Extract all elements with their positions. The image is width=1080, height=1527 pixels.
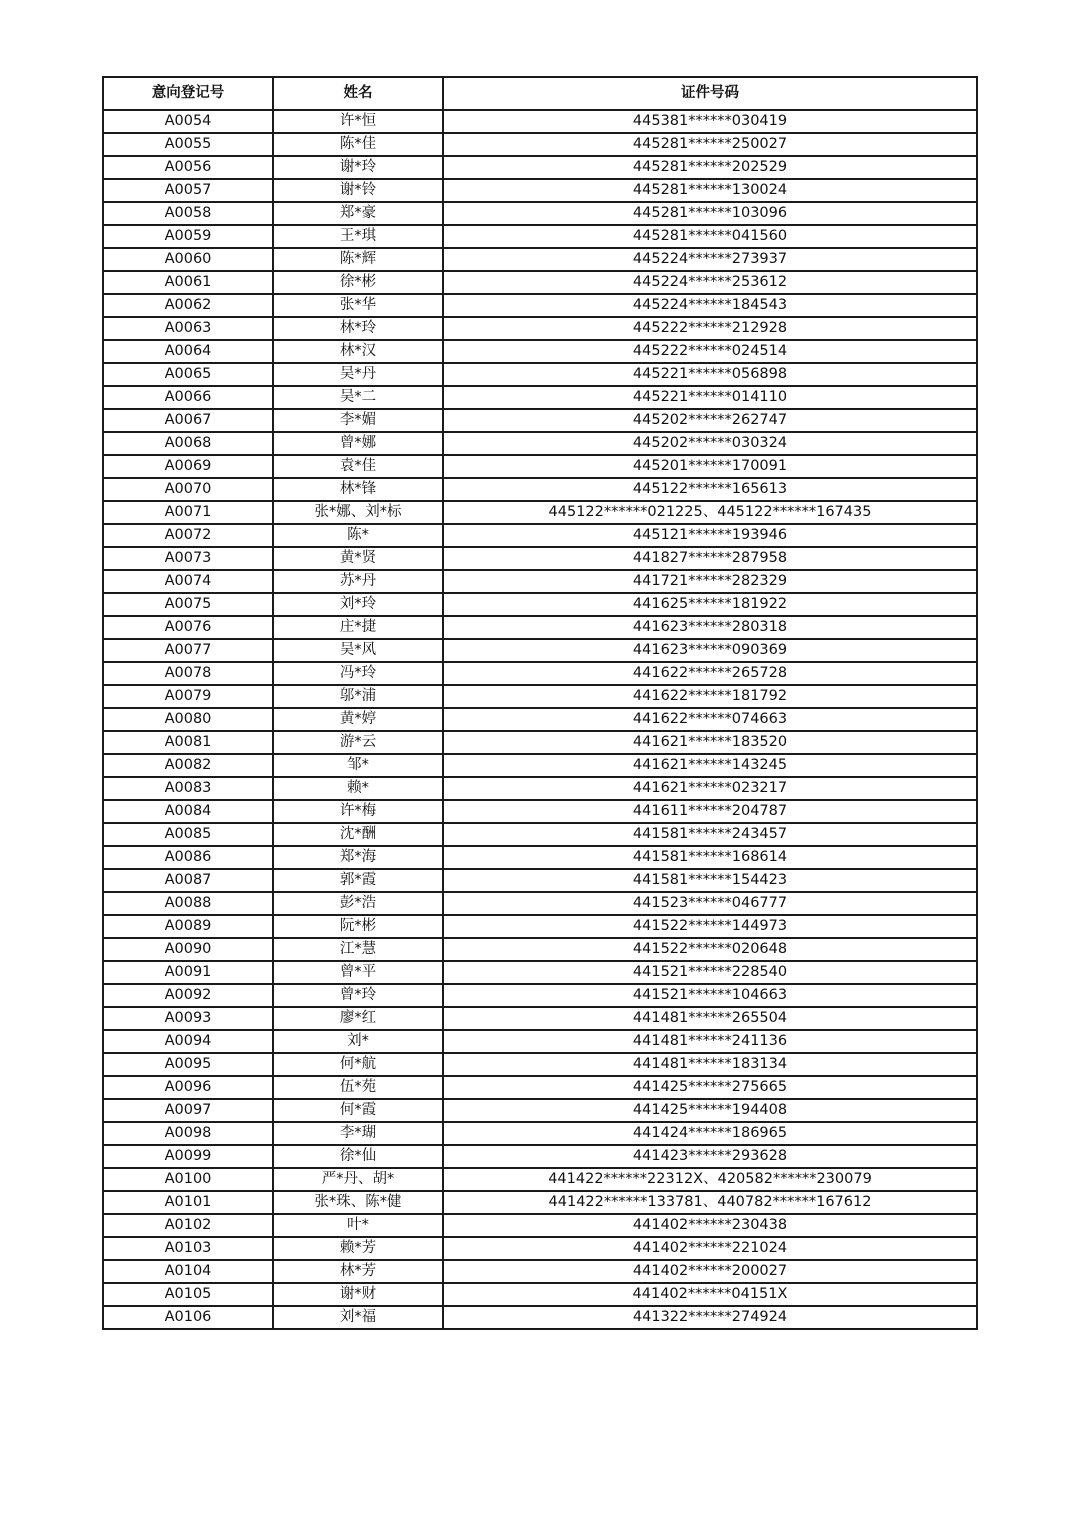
registration-no-cell: A0082 bbox=[103, 754, 273, 777]
registration-no-cell: A0096 bbox=[103, 1076, 273, 1099]
table-row bbox=[103, 1099, 977, 1122]
table-row bbox=[103, 455, 977, 478]
registration-no-cell: A0083 bbox=[103, 777, 273, 800]
registration-no-cell: A0069 bbox=[103, 455, 273, 478]
table-row bbox=[103, 294, 977, 317]
table-row bbox=[103, 432, 977, 455]
id-number-cell: 441581******243457 bbox=[443, 823, 977, 846]
name-cell: 游*云 bbox=[273, 731, 443, 754]
id-number-cell: 441621******143245 bbox=[443, 754, 977, 777]
name-cell: 曾*娜 bbox=[273, 432, 443, 455]
table-row bbox=[103, 708, 977, 731]
registration-no-cell: A0064 bbox=[103, 340, 273, 363]
id-number-cell: 445201******170091 bbox=[443, 455, 977, 478]
table-row bbox=[103, 547, 977, 570]
registration-no-cell: A0066 bbox=[103, 386, 273, 409]
table-row bbox=[103, 616, 977, 639]
name-cell: 陈*佳 bbox=[273, 133, 443, 156]
id-number-cell: 441721******282329 bbox=[443, 570, 977, 593]
id-number-cell: 441621******023217 bbox=[443, 777, 977, 800]
table-row bbox=[103, 731, 977, 754]
registration-no-cell: A0074 bbox=[103, 570, 273, 593]
name-cell: 谢*财 bbox=[273, 1283, 443, 1306]
name-cell: 袁*佳 bbox=[273, 455, 443, 478]
table-row bbox=[103, 593, 977, 616]
name-cell: 曾*平 bbox=[273, 961, 443, 984]
table-row bbox=[103, 271, 977, 294]
name-cell: 沈*酬 bbox=[273, 823, 443, 846]
registration-no-cell: A0056 bbox=[103, 156, 273, 179]
id-number-cell: 441402******221024 bbox=[443, 1237, 977, 1260]
registration-no-cell: A0104 bbox=[103, 1260, 273, 1283]
name-cell: 张*华 bbox=[273, 294, 443, 317]
name-cell: 叶* bbox=[273, 1214, 443, 1237]
table-row bbox=[103, 248, 977, 271]
registration-table bbox=[102, 76, 978, 1330]
table-row bbox=[103, 777, 977, 800]
name-cell: 曾*玲 bbox=[273, 984, 443, 1007]
registration-no-cell: A0093 bbox=[103, 1007, 273, 1030]
name-cell: 严*丹、胡* bbox=[273, 1168, 443, 1191]
table-row bbox=[103, 1283, 977, 1306]
registration-no-cell: A0079 bbox=[103, 685, 273, 708]
table-row bbox=[103, 685, 977, 708]
registration-no-cell: A0061 bbox=[103, 271, 273, 294]
table-header-row bbox=[103, 77, 977, 110]
registration-no-cell: A0070 bbox=[103, 478, 273, 501]
name-cell: 郑*海 bbox=[273, 846, 443, 869]
table-row bbox=[103, 1122, 977, 1145]
table-body bbox=[103, 110, 977, 1329]
id-number-cell: 441422******133781、440782******167612 bbox=[443, 1191, 977, 1214]
table-row bbox=[103, 386, 977, 409]
registration-no-cell: A0078 bbox=[103, 662, 273, 685]
name-cell: 彭*浩 bbox=[273, 892, 443, 915]
table-row bbox=[103, 524, 977, 547]
id-number-cell: 441581******154423 bbox=[443, 869, 977, 892]
name-cell: 徐*彬 bbox=[273, 271, 443, 294]
registration-no-cell: A0090 bbox=[103, 938, 273, 961]
name-cell: 黄*婷 bbox=[273, 708, 443, 731]
id-number-cell: 441622******181792 bbox=[443, 685, 977, 708]
table-row bbox=[103, 1007, 977, 1030]
table-row bbox=[103, 1214, 977, 1237]
id-number-cell: 445221******056898 bbox=[443, 363, 977, 386]
id-number-cell: 441623******090369 bbox=[443, 639, 977, 662]
table-row bbox=[103, 501, 977, 524]
table-row bbox=[103, 915, 977, 938]
name-cell: 刘*福 bbox=[273, 1306, 443, 1329]
id-number-cell: 445221******014110 bbox=[443, 386, 977, 409]
table-row bbox=[103, 133, 977, 156]
table-row bbox=[103, 754, 977, 777]
registration-no-cell: A0085 bbox=[103, 823, 273, 846]
id-number-cell: 441481******265504 bbox=[443, 1007, 977, 1030]
name-cell: 黄*贤 bbox=[273, 547, 443, 570]
id-number-cell: 445281******041560 bbox=[443, 225, 977, 248]
id-number-cell: 445121******193946 bbox=[443, 524, 977, 547]
id-number-cell: 445222******212928 bbox=[443, 317, 977, 340]
registration-no-cell: A0081 bbox=[103, 731, 273, 754]
registration-no-cell: A0086 bbox=[103, 846, 273, 869]
name-cell: 陈*辉 bbox=[273, 248, 443, 271]
name-cell: 赖*芳 bbox=[273, 1237, 443, 1260]
registration-no-cell: A0103 bbox=[103, 1237, 273, 1260]
name-cell: 吴*二 bbox=[273, 386, 443, 409]
registration-no-cell: A0071 bbox=[103, 501, 273, 524]
table-row bbox=[103, 156, 977, 179]
registration-no-cell: A0094 bbox=[103, 1030, 273, 1053]
name-cell: 邬*浦 bbox=[273, 685, 443, 708]
registration-no-cell: A0068 bbox=[103, 432, 273, 455]
id-number-cell: 441622******265728 bbox=[443, 662, 977, 685]
name-cell: 阮*彬 bbox=[273, 915, 443, 938]
table-row bbox=[103, 179, 977, 202]
registration-no-cell: A0059 bbox=[103, 225, 273, 248]
table-row bbox=[103, 110, 977, 133]
id-number-cell: 445202******030324 bbox=[443, 432, 977, 455]
registration-no-cell: A0055 bbox=[103, 133, 273, 156]
id-number-cell: 445281******103096 bbox=[443, 202, 977, 225]
registration-no-cell: A0084 bbox=[103, 800, 273, 823]
id-number-cell: 441611******204787 bbox=[443, 800, 977, 823]
table-row bbox=[103, 1030, 977, 1053]
registration-no-cell: A0091 bbox=[103, 961, 273, 984]
id-number-cell: 441621******183520 bbox=[443, 731, 977, 754]
table-row bbox=[103, 1260, 977, 1283]
registration-no-cell: A0102 bbox=[103, 1214, 273, 1237]
registration-no-cell: A0106 bbox=[103, 1306, 273, 1329]
table-row bbox=[103, 1076, 977, 1099]
name-cell: 谢*玲 bbox=[273, 156, 443, 179]
table-row bbox=[103, 225, 977, 248]
name-cell: 徐*仙 bbox=[273, 1145, 443, 1168]
name-cell: 郭*霞 bbox=[273, 869, 443, 892]
id-number-cell: 445202******262747 bbox=[443, 409, 977, 432]
registration-table-sheet bbox=[102, 76, 976, 1330]
id-number-cell: 441522******144973 bbox=[443, 915, 977, 938]
id-number-cell: 445381******030419 bbox=[443, 110, 977, 133]
id-number-cell: 441521******228540 bbox=[443, 961, 977, 984]
table-row bbox=[103, 570, 977, 593]
id-number-cell: 441523******046777 bbox=[443, 892, 977, 915]
registration-no-cell: A0098 bbox=[103, 1122, 273, 1145]
name-cell: 刘* bbox=[273, 1030, 443, 1053]
name-cell: 林*锋 bbox=[273, 478, 443, 501]
table-row bbox=[103, 478, 977, 501]
registration-no-cell: A0080 bbox=[103, 708, 273, 731]
table-row bbox=[103, 892, 977, 915]
registration-no-cell: A0105 bbox=[103, 1283, 273, 1306]
id-number-cell: 441422******22312X、420582******230079 bbox=[443, 1168, 977, 1191]
registration-no-cell: A0092 bbox=[103, 984, 273, 1007]
name-cell: 邹* bbox=[273, 754, 443, 777]
name-cell: 冯*玲 bbox=[273, 662, 443, 685]
registration-no-cell: A0067 bbox=[103, 409, 273, 432]
table-row bbox=[103, 1053, 977, 1076]
table-row bbox=[103, 846, 977, 869]
name-cell: 张*娜、刘*标 bbox=[273, 501, 443, 524]
table-row bbox=[103, 202, 977, 225]
name-cell: 伍*苑 bbox=[273, 1076, 443, 1099]
id-number-cell: 445224******184543 bbox=[443, 294, 977, 317]
registration-no-cell: A0088 bbox=[103, 892, 273, 915]
id-number-cell: 441423******293628 bbox=[443, 1145, 977, 1168]
id-number-cell: 441425******194408 bbox=[443, 1099, 977, 1122]
table-row bbox=[103, 662, 977, 685]
registration-no-cell: A0076 bbox=[103, 616, 273, 639]
name-cell: 何*霞 bbox=[273, 1099, 443, 1122]
registration-no-cell: A0060 bbox=[103, 248, 273, 271]
id-number-cell: 441425******275665 bbox=[443, 1076, 977, 1099]
id-number-cell: 441625******181922 bbox=[443, 593, 977, 616]
id-number-cell: 441521******104663 bbox=[443, 984, 977, 1007]
table-row bbox=[103, 639, 977, 662]
registration-no-cell: A0054 bbox=[103, 110, 273, 133]
id-number-cell: 441827******287958 bbox=[443, 547, 977, 570]
id-number-cell: 445281******202529 bbox=[443, 156, 977, 179]
id-number-cell: 441402******200027 bbox=[443, 1260, 977, 1283]
registration-no-cell: A0097 bbox=[103, 1099, 273, 1122]
name-cell: 廖*红 bbox=[273, 1007, 443, 1030]
name-cell: 许*梅 bbox=[273, 800, 443, 823]
registration-no-cell: A0057 bbox=[103, 179, 273, 202]
table-row bbox=[103, 938, 977, 961]
name-cell: 吴*风 bbox=[273, 639, 443, 662]
name-cell: 何*航 bbox=[273, 1053, 443, 1076]
name-cell: 张*珠、陈*健 bbox=[273, 1191, 443, 1214]
name-cell: 刘*玲 bbox=[273, 593, 443, 616]
table-row bbox=[103, 823, 977, 846]
id-number-cell: 441424******186965 bbox=[443, 1122, 977, 1145]
id-number-cell: 441402******04151X bbox=[443, 1283, 977, 1306]
table-row bbox=[103, 409, 977, 432]
table-row bbox=[103, 1191, 977, 1214]
name-cell: 郑*豪 bbox=[273, 202, 443, 225]
id-number-cell: 445224******253612 bbox=[443, 271, 977, 294]
id-number-cell: 441402******230438 bbox=[443, 1214, 977, 1237]
id-number-cell: 441322******274924 bbox=[443, 1306, 977, 1329]
table-row bbox=[103, 984, 977, 1007]
registration-no-cell: A0058 bbox=[103, 202, 273, 225]
table-row bbox=[103, 961, 977, 984]
table-row bbox=[103, 1168, 977, 1191]
name-cell: 林*芳 bbox=[273, 1260, 443, 1283]
table-row bbox=[103, 800, 977, 823]
id-number-cell: 445122******021225、445122******167435 bbox=[443, 501, 977, 524]
table-row bbox=[103, 1306, 977, 1329]
id-number-cell: 441481******241136 bbox=[443, 1030, 977, 1053]
name-cell: 王*琪 bbox=[273, 225, 443, 248]
id-number-cell: 441622******074663 bbox=[443, 708, 977, 731]
header-id-number: 证件号码 bbox=[443, 77, 977, 110]
id-number-cell: 445224******273937 bbox=[443, 248, 977, 271]
id-number-cell: 441623******280318 bbox=[443, 616, 977, 639]
registration-no-cell: A0063 bbox=[103, 317, 273, 340]
name-cell: 谢*铃 bbox=[273, 179, 443, 202]
registration-no-cell: A0065 bbox=[103, 363, 273, 386]
header-name: 姓名 bbox=[273, 77, 443, 110]
registration-no-cell: A0075 bbox=[103, 593, 273, 616]
id-number-cell: 445281******130024 bbox=[443, 179, 977, 202]
table-row bbox=[103, 317, 977, 340]
name-cell: 李*媚 bbox=[273, 409, 443, 432]
table-row bbox=[103, 363, 977, 386]
id-number-cell: 445222******024514 bbox=[443, 340, 977, 363]
id-number-cell: 441581******168614 bbox=[443, 846, 977, 869]
header-registration-no: 意向登记号 bbox=[103, 77, 273, 110]
id-number-cell: 445122******165613 bbox=[443, 478, 977, 501]
registration-no-cell: A0101 bbox=[103, 1191, 273, 1214]
registration-no-cell: A0073 bbox=[103, 547, 273, 570]
name-cell: 吴*丹 bbox=[273, 363, 443, 386]
registration-no-cell: A0099 bbox=[103, 1145, 273, 1168]
registration-no-cell: A0100 bbox=[103, 1168, 273, 1191]
name-cell: 林*玲 bbox=[273, 317, 443, 340]
table-row bbox=[103, 1237, 977, 1260]
registration-no-cell: A0087 bbox=[103, 869, 273, 892]
table-row bbox=[103, 340, 977, 363]
registration-no-cell: A0062 bbox=[103, 294, 273, 317]
name-cell: 许*恒 bbox=[273, 110, 443, 133]
name-cell: 庄*捷 bbox=[273, 616, 443, 639]
table-row bbox=[103, 1145, 977, 1168]
name-cell: 苏*丹 bbox=[273, 570, 443, 593]
registration-no-cell: A0095 bbox=[103, 1053, 273, 1076]
registration-no-cell: A0089 bbox=[103, 915, 273, 938]
name-cell: 李*瑚 bbox=[273, 1122, 443, 1145]
id-number-cell: 445281******250027 bbox=[443, 133, 977, 156]
id-number-cell: 441522******020648 bbox=[443, 938, 977, 961]
name-cell: 陈* bbox=[273, 524, 443, 547]
name-cell: 赖* bbox=[273, 777, 443, 800]
table-row bbox=[103, 869, 977, 892]
id-number-cell: 441481******183134 bbox=[443, 1053, 977, 1076]
name-cell: 林*汉 bbox=[273, 340, 443, 363]
name-cell: 江*慧 bbox=[273, 938, 443, 961]
registration-no-cell: A0072 bbox=[103, 524, 273, 547]
registration-no-cell: A0077 bbox=[103, 639, 273, 662]
